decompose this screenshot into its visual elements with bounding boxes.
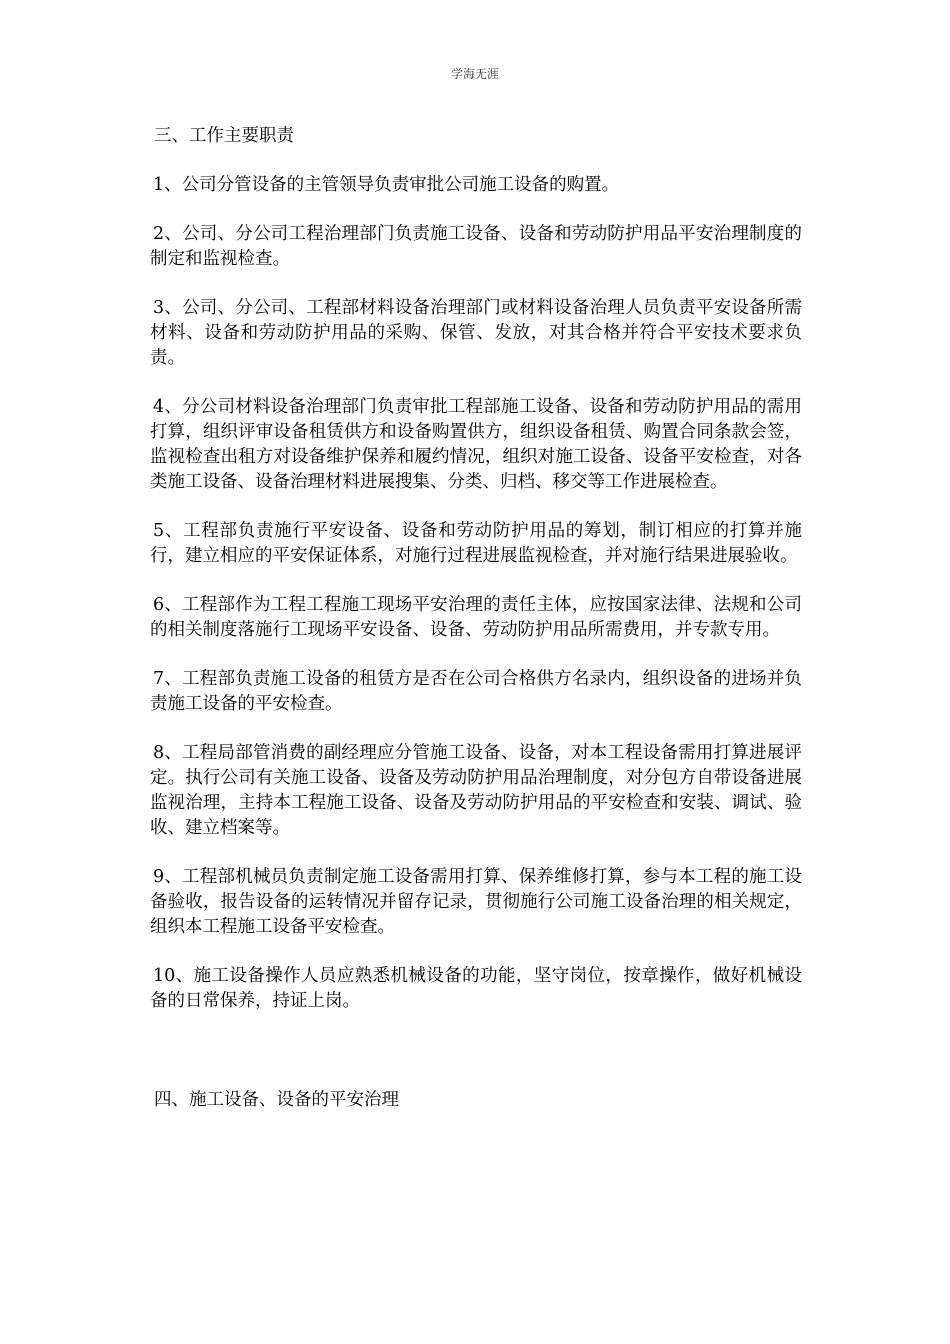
duty-item-7-text: 7、工程部负责施工设备的租赁方是否在公司合格供方名录内，组织设备的进场并负责施工设备的平安检查。 (150, 669, 802, 714)
duty-item-8-text: 8、工程局部管消费的副经理应分管施工设备、设备，对本工程设备需用打算进展评定。执行公司有关施工设备、设备及劳动防护用品治理制度，对分包方自带设备进展监视治理，主持本工程施工设备、设备及劳动防护用品的平安检查和安装、调试、验收、建立档案等。 (150, 743, 802, 838)
duty-item-7 (150, 667, 802, 717)
duty-item-8 (150, 741, 802, 841)
duty-item-4-text: 4、分公司材料设备治理部门负责审批工程部施工设备、设备和劳动防护用品的需用打算，组织评审设备租赁供方和设备购置供方，组织设备租赁、购置合同条款会签，监视检查出租方对设备维护保养和履约情况，组织对施工设备、设备平安检查，对各类施工设备、设备治理材料进展搜集、分类、归档、移交等工作进展检查。 (150, 397, 802, 492)
duty-item-6-text: 6、工程部作为工程工程施工现场平安治理的责任主体，应按国家法律、法规和公司的相关制度落施行工现场平安设备、设备、劳动防护用品所需费用，并专款专用。 (150, 595, 802, 640)
duty-item-4 (150, 395, 802, 495)
duty-item-2-text: 2、公司、分公司工程治理部门负责施工设备、设备和劳动防护用品平安治理制度的制定和监视检查。 (150, 224, 802, 269)
duty-item-3 (150, 296, 802, 371)
duty-item-2 (150, 222, 802, 272)
duty-item-9 (150, 865, 802, 940)
duty-item-1 (150, 173, 802, 198)
duty-item-9-text: 9、工程部机械员负责制定施工设备需用打算、保养维修打算，参与本工程的施工设备验收，报告设备的运转情况并留存记录，贯彻施行公司施工设备治理的相关规定，组织本工程施工设备平安检查。 (150, 867, 802, 937)
duty-item-3-text: 3、公司、分公司、工程部材料设备治理部门或材料设备治理人员负责平安设备所需材料、设备和劳动防护用品的采购、保管、发放，对其合格并符合平安技术要求负责。 (150, 298, 802, 368)
duty-item-10-text: 10、施工设备操作人员应熟悉机械设备的功能，坚守岗位，按章操作，做好机械设备的日常保养，持证上岗。 (150, 966, 802, 1011)
duty-item-5 (150, 519, 802, 569)
duty-item-1-text: 1、公司分管设备的主管领导负责审批公司施工设备的购置。 (153, 175, 620, 195)
duty-item-6 (150, 593, 802, 643)
section-3-heading: 三、工作主要职责 (154, 126, 294, 146)
document-body (150, 124, 802, 1113)
page-header: 学海无涯 (450, 67, 499, 81)
duty-item-5-text: 5、工程部负责施行平安设备、设备和劳动防护用品的筹划，制订相应的打算并施行，建立相应的平安保证体系，对施行过程进展监视检查，并对施行结果进展验收。 (150, 521, 802, 566)
duty-item-10 (150, 964, 802, 1014)
section-4-heading: 四、施工设备、设备的平安治理 (154, 1090, 399, 1110)
